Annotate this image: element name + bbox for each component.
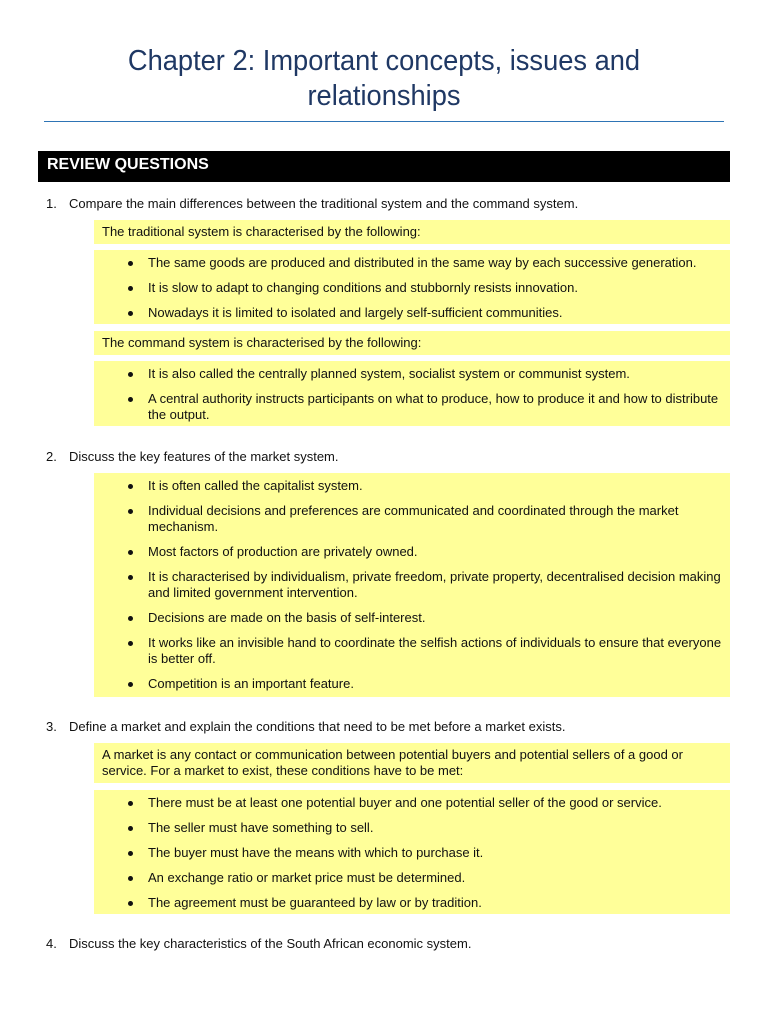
list-item: The same goods are produced and distributed in the same way by each successive generation.: [94, 255, 730, 271]
list-item: It is often called the capitalist system.: [94, 478, 730, 494]
question-text: Discuss the key features of the market system.: [69, 449, 339, 464]
bullet-list: [94, 255, 730, 321]
answer-bullet-box: [94, 790, 730, 914]
bullet-icon: [128, 641, 133, 646]
bullet-icon: [128, 509, 133, 514]
bullet-icon: [128, 826, 133, 831]
bullet-icon: [128, 901, 133, 906]
question-text: Discuss the key characteristics of the South African economic system.: [69, 936, 472, 951]
answer-intro-box: [94, 743, 730, 783]
bullet-icon: [128, 261, 133, 266]
page-title-line-2: relationships: [307, 80, 461, 112]
question-number: 2.: [46, 449, 57, 464]
list-item: Nowadays it is limited to isolated and largely self-sufficient communities.: [94, 305, 730, 321]
bullet-icon: [128, 372, 133, 377]
page-title: [23, 44, 745, 114]
question-text: Define a market and explain the conditions that need to be met before a market exists.: [69, 719, 566, 734]
bullet-icon: [128, 851, 133, 856]
list-item: A central authority instructs participants on what to produce, how to produce it and how to distribute the output.: [94, 391, 730, 423]
bullet-icon: [128, 311, 133, 316]
bullet-icon: [128, 616, 133, 621]
bullet-icon: [128, 397, 133, 402]
answer-bullet-box: [94, 473, 730, 697]
bullet-icon: [128, 484, 133, 489]
bullet-icon: [128, 575, 133, 580]
list-item: It is characterised by individualism, private freedom, private property, decentralised decision making and limited government intervention.: [94, 569, 730, 601]
list-item: It is slow to adapt to changing conditions and stubbornly resists innovation.: [94, 280, 730, 296]
answer-bullet-box: [94, 250, 730, 324]
bullet-list: [94, 478, 730, 692]
answer-intro-text: The traditional system is characterised by the following:: [102, 224, 421, 239]
bullet-list: [94, 366, 730, 423]
question-number: 3.: [46, 719, 57, 734]
answer-intro-box: [94, 331, 730, 355]
section-header-label: REVIEW QUESTIONS: [47, 156, 209, 173]
list-item: Individual decisions and preferences are communicated and coordinated through the market mechanism.: [94, 503, 730, 535]
answer-bullet-box: [94, 361, 730, 426]
list-item: It is also called the centrally planned system, socialist system or communist system.: [94, 366, 730, 382]
list-item: There must be at least one potential buyer and one potential seller of the good or service.: [94, 795, 730, 811]
bullet-list: [94, 795, 730, 911]
section-header-bar: [38, 151, 730, 182]
list-item: The seller must have something to sell.: [94, 820, 730, 836]
title-divider: [44, 121, 724, 122]
bullet-icon: [128, 682, 133, 687]
answer-intro-box: [94, 220, 730, 244]
list-item: It works like an invisible hand to coordinate the selfish actions of individuals to ensure that everyone is better off.: [94, 635, 730, 667]
list-item: The buyer must have the means with which to purchase it.: [94, 845, 730, 861]
question-text: Compare the main differences between the traditional system and the command system.: [69, 196, 579, 211]
list-item: Most factors of production are privately owned.: [94, 544, 730, 560]
answer-intro-text: A market is any contact or communication between potential buyers and potential sellers of a good or service. For a market to exist, these conditions have to be met:: [102, 747, 683, 778]
page-title-line-1: Chapter 2: Important concepts, issues and: [127, 45, 641, 77]
list-item: An exchange ratio or market price must be determined.: [94, 870, 730, 886]
list-item: Decisions are made on the basis of self-interest.: [94, 610, 730, 626]
list-item: The agreement must be guaranteed by law or by tradition.: [94, 895, 730, 911]
bullet-icon: [128, 876, 133, 881]
bullet-icon: [128, 286, 133, 291]
bullet-icon: [128, 801, 133, 806]
answer-intro-text: The command system is characterised by the following:: [102, 335, 422, 350]
bullet-icon: [128, 550, 133, 555]
question-number: 4.: [46, 936, 57, 951]
list-item: Competition is an important feature.: [94, 676, 730, 692]
question-number: 1.: [46, 196, 57, 211]
